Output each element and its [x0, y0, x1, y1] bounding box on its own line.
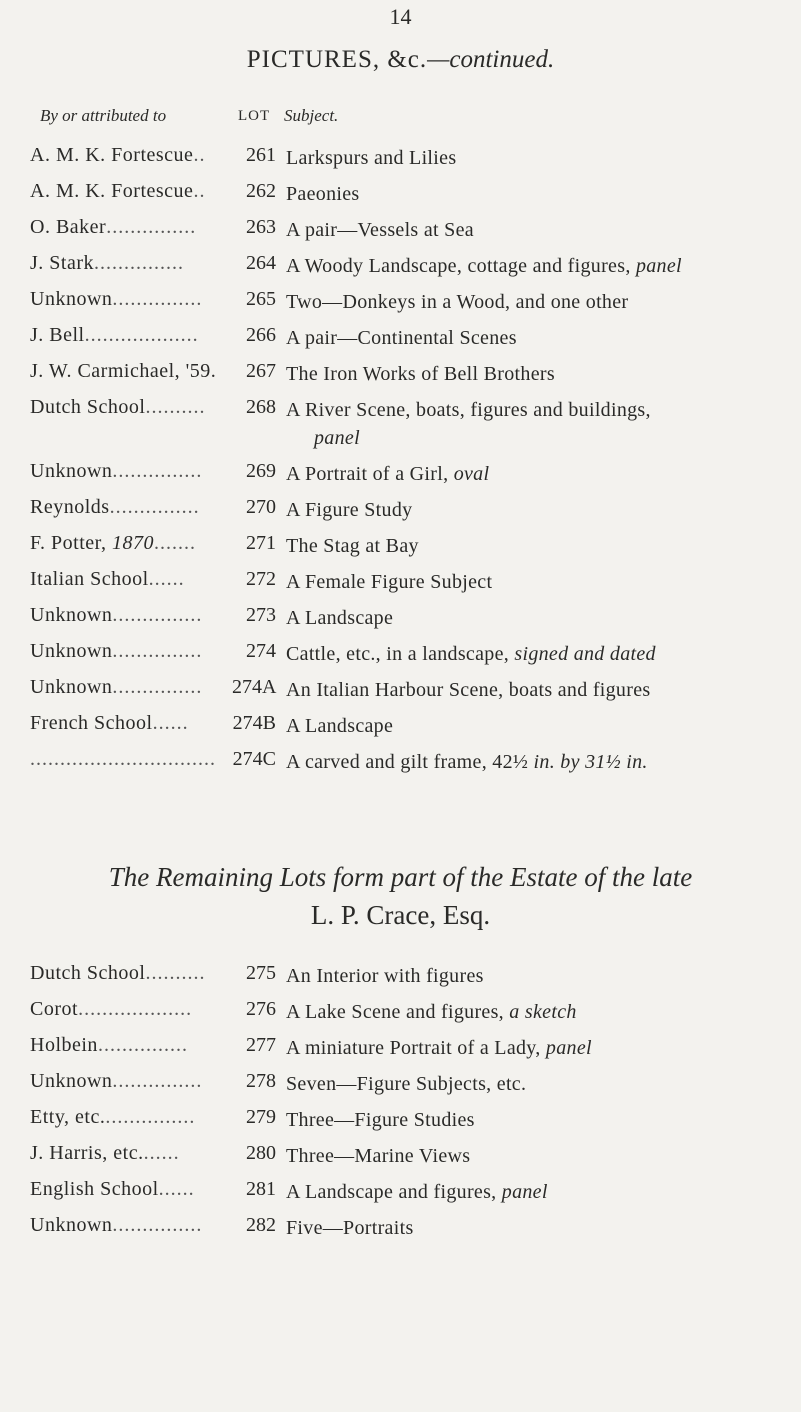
lot-row	[0, 532, 801, 568]
artist-text: Unknown	[30, 1214, 113, 1236]
artist-name	[30, 1178, 266, 1201]
lot-row	[0, 496, 801, 532]
subject-main: An Italian Harbour Scene, boats and figures	[286, 679, 651, 701]
subject-text	[286, 676, 792, 704]
artist-name	[30, 1106, 266, 1129]
leader-dots: ......	[143, 1142, 180, 1164]
artist-name	[30, 748, 266, 771]
subject-text	[286, 998, 792, 1026]
artist-text: Unknown	[30, 640, 113, 662]
lot-row	[0, 998, 801, 1034]
lot-row	[0, 324, 801, 360]
leader-dots: ...............	[112, 1214, 203, 1236]
artist-name	[30, 460, 266, 483]
subject-text	[286, 252, 792, 280]
artist-text: Holbein	[30, 1034, 98, 1056]
lot-row	[0, 288, 801, 324]
subject-note: panel	[314, 427, 360, 449]
subject-note: panel	[501, 1181, 548, 1203]
lot-number: 281	[232, 1178, 276, 1201]
leader-dots: ...............	[112, 288, 203, 310]
leader-dots: ...............	[112, 460, 203, 482]
artist-name	[30, 712, 266, 735]
header-lot: LOT	[238, 108, 271, 124]
artist-name	[30, 568, 266, 591]
subject-text	[286, 144, 792, 172]
artist-name	[30, 1142, 266, 1165]
subject-text	[286, 360, 792, 388]
subject-main: A Lake Scene and figures,	[286, 1001, 504, 1023]
lot-number: 267	[232, 360, 276, 383]
artist-text: Reynolds	[30, 496, 110, 518]
subject-main: A pair—Vessels at Sea	[286, 219, 474, 241]
artist-text: Unknown	[30, 288, 113, 310]
subject-main: A carved and gilt frame, 42½	[286, 751, 529, 773]
artist-text: A. M. K. Fortescue	[30, 144, 194, 166]
subject-text	[286, 288, 792, 316]
subject-text	[286, 962, 792, 990]
lot-row	[0, 1142, 801, 1178]
lot-number: 263	[232, 216, 276, 239]
artist-name	[30, 532, 266, 555]
subject-main: The Iron Works of Bell Brothers	[286, 363, 555, 385]
lot-number: 272	[232, 568, 276, 591]
artist-name	[30, 496, 266, 519]
subject-text	[286, 1106, 792, 1134]
subject-main: A Figure Study	[286, 499, 413, 521]
artist-text: Unknown	[30, 1070, 113, 1092]
lot-number: 271	[232, 532, 276, 555]
subject-main: A River Scene, boats, figures and buildings,	[286, 399, 651, 421]
lot-number: 278	[232, 1070, 276, 1093]
artist-name	[30, 180, 266, 203]
estate-name: L. P. Crace, Esq.	[310, 900, 491, 930]
lot-row	[0, 748, 801, 784]
subject-note: panel	[635, 255, 682, 277]
lot-row	[0, 1214, 801, 1250]
lot-number: 280	[232, 1142, 276, 1165]
lot-number: 282	[232, 1214, 276, 1237]
leader-dots: ...............	[112, 676, 203, 698]
subject-main: Three—Marine Views	[286, 1145, 471, 1167]
lot-row	[0, 1034, 801, 1070]
artist-name	[30, 144, 266, 167]
subject-text	[286, 640, 792, 668]
leader-dots: ......	[152, 712, 189, 734]
artist-text: J. Bell	[30, 324, 85, 346]
subject-main: A miniature Portrait of a Lady,	[286, 1037, 541, 1059]
lot-number: 264	[232, 252, 276, 275]
artist-date: 1870	[112, 532, 154, 554]
lot-row	[0, 144, 801, 180]
subject-note: a sketch	[509, 1001, 577, 1023]
artist-text: French School	[30, 712, 153, 734]
page-title	[0, 46, 801, 74]
subject-main: Two—Donkeys in a Wood, and one other	[286, 291, 629, 313]
artist-text: A. M. K. Fortescue	[30, 180, 194, 202]
subject-text	[286, 1178, 792, 1206]
lot-row	[0, 360, 801, 396]
lot-row	[0, 1070, 801, 1106]
subject-text	[286, 748, 792, 776]
lot-list-section-2	[0, 962, 801, 1250]
lot-row	[0, 640, 801, 676]
subject-main: Paeonies	[286, 183, 360, 205]
artist-text: Dutch School	[30, 962, 146, 984]
artist-name	[30, 676, 266, 699]
artist-text: Dutch School	[30, 396, 146, 418]
lot-row	[0, 216, 801, 252]
subject-note: signed and dated	[514, 643, 656, 665]
subject-text	[286, 604, 792, 632]
subject-text	[286, 216, 792, 244]
lot-row	[0, 1178, 801, 1214]
lot-row	[0, 252, 801, 288]
leader-dots: ...............	[97, 1034, 188, 1056]
lot-row	[0, 712, 801, 748]
artist-text: English School	[30, 1178, 159, 1200]
artist-name	[30, 998, 266, 1021]
artist-name	[30, 640, 266, 663]
leader-dots: ...............	[94, 252, 184, 274]
lot-number: 274	[232, 640, 276, 663]
subject-main: A Landscape	[286, 715, 394, 737]
leader-dots: .......	[154, 532, 196, 554]
artist-text: F. Potter,	[30, 532, 107, 554]
artist-text: Etty, etc.	[30, 1106, 106, 1128]
lot-list-section-1	[0, 144, 801, 784]
subject-text	[286, 1142, 792, 1170]
lot-number: 279	[232, 1106, 276, 1129]
header-subject: Subject.	[284, 106, 339, 125]
lot-number: 270	[232, 496, 276, 519]
leader-dots: ...............	[106, 216, 197, 238]
artist-name	[30, 1214, 266, 1237]
lot-row	[0, 568, 801, 604]
artist-text: J. W. Carmichael, '59.	[30, 360, 217, 382]
leader-dots: ...................	[84, 324, 199, 346]
artist-text: Italian School	[30, 568, 149, 590]
subject-text	[286, 1214, 792, 1242]
title-main: PICTURES, &c.	[246, 46, 428, 73]
lot-number: 274A	[232, 676, 277, 698]
page-number: 14	[389, 4, 412, 29]
lot-number: 275	[232, 962, 276, 985]
lot-number: 268	[232, 396, 276, 419]
subject-main: The Stag at Bay	[286, 535, 419, 557]
subject-text	[286, 1070, 792, 1098]
lot-row	[0, 180, 801, 216]
subject-main: A Female Figure Subject	[286, 571, 493, 593]
estate-note	[0, 858, 801, 934]
subject-main: An Interior with figures	[286, 965, 484, 987]
artist-text: Unknown	[30, 460, 113, 482]
leader-dots: ...............	[112, 1070, 203, 1092]
subject-note: in. by 31½ in.	[533, 751, 648, 773]
lot-row	[0, 396, 801, 460]
artist-name	[30, 604, 266, 627]
subject-text	[286, 324, 792, 352]
leader-dots: ......	[148, 568, 185, 590]
lot-number: 269	[232, 460, 276, 483]
subject-main: A Portrait of a Girl,	[286, 463, 449, 485]
leader-dots: ..........	[145, 962, 206, 984]
subject-text	[286, 496, 792, 524]
subject-main: A pair—Continental Scenes	[286, 327, 517, 349]
lot-number: 274C	[232, 748, 276, 770]
leader-dots: ..	[193, 180, 206, 202]
leader-dots: ...............................	[30, 748, 216, 770]
subject-main: A Woody Landscape, cottage and figures,	[286, 255, 631, 277]
lot-number: 277	[232, 1034, 276, 1057]
leader-dots: ...............	[109, 496, 200, 518]
artist-name	[30, 252, 266, 275]
lot-number: 265	[232, 288, 276, 311]
title-continued: —continued.	[427, 46, 555, 73]
subject-main: A Landscape	[286, 607, 394, 629]
lot-number: 274B	[232, 712, 276, 734]
subject-main: Cattle, etc., in a landscape,	[286, 643, 510, 665]
lot-row	[0, 604, 801, 640]
subject-main: Three—Figure Studies	[286, 1109, 475, 1131]
subject-note: oval	[453, 463, 490, 485]
leader-dots: ..........	[145, 396, 206, 418]
subject-text	[286, 180, 792, 208]
artist-name	[30, 1034, 266, 1057]
header-attributed: By or attributed to	[40, 106, 167, 125]
leader-dots: ...............	[112, 640, 203, 662]
lot-number: 266	[232, 324, 276, 347]
subject-main: Five—Portraits	[286, 1217, 414, 1239]
leader-dots: ...............	[105, 1106, 196, 1128]
artist-name	[30, 324, 266, 347]
artist-name	[30, 360, 266, 383]
lot-row	[0, 962, 801, 998]
artist-name	[30, 1070, 266, 1093]
artist-text: J. Harris, etc.	[30, 1142, 144, 1164]
lot-row	[0, 460, 801, 496]
leader-dots: ..	[193, 144, 206, 166]
subject-main: Seven—Figure Subjects, etc.	[286, 1073, 527, 1095]
leader-dots: ......	[158, 1178, 195, 1200]
subject-main: Larkspurs and Lilies	[286, 147, 457, 169]
subject-text	[286, 1034, 792, 1062]
subject-note: panel	[545, 1037, 592, 1059]
subject-text	[286, 460, 792, 488]
artist-text: Unknown	[30, 604, 113, 626]
leader-dots: ...............	[112, 604, 203, 626]
lot-number: 276	[232, 998, 276, 1021]
subject-text	[286, 532, 792, 560]
subject-main: A Landscape and figures,	[286, 1181, 497, 1203]
estate-note-line: The Remaining Lots form part of the Estate of the late	[108, 862, 693, 892]
artist-text: Corot	[30, 998, 79, 1020]
lot-number: 262	[232, 180, 276, 203]
artist-text: Unknown	[30, 676, 113, 698]
subject-text	[286, 396, 792, 452]
subject-text	[286, 568, 792, 596]
artist-text: J. Stark	[30, 252, 94, 274]
lot-row	[0, 676, 801, 712]
artist-name	[30, 216, 266, 239]
lot-number: 261	[232, 144, 276, 167]
lot-row	[0, 1106, 801, 1142]
artist-name	[30, 288, 266, 311]
lot-number: 273	[232, 604, 276, 627]
artist-name	[30, 396, 266, 419]
artist-text: O. Baker	[30, 216, 107, 238]
subject-text	[286, 712, 792, 740]
leader-dots: ...................	[78, 998, 193, 1020]
artist-name	[30, 962, 266, 985]
